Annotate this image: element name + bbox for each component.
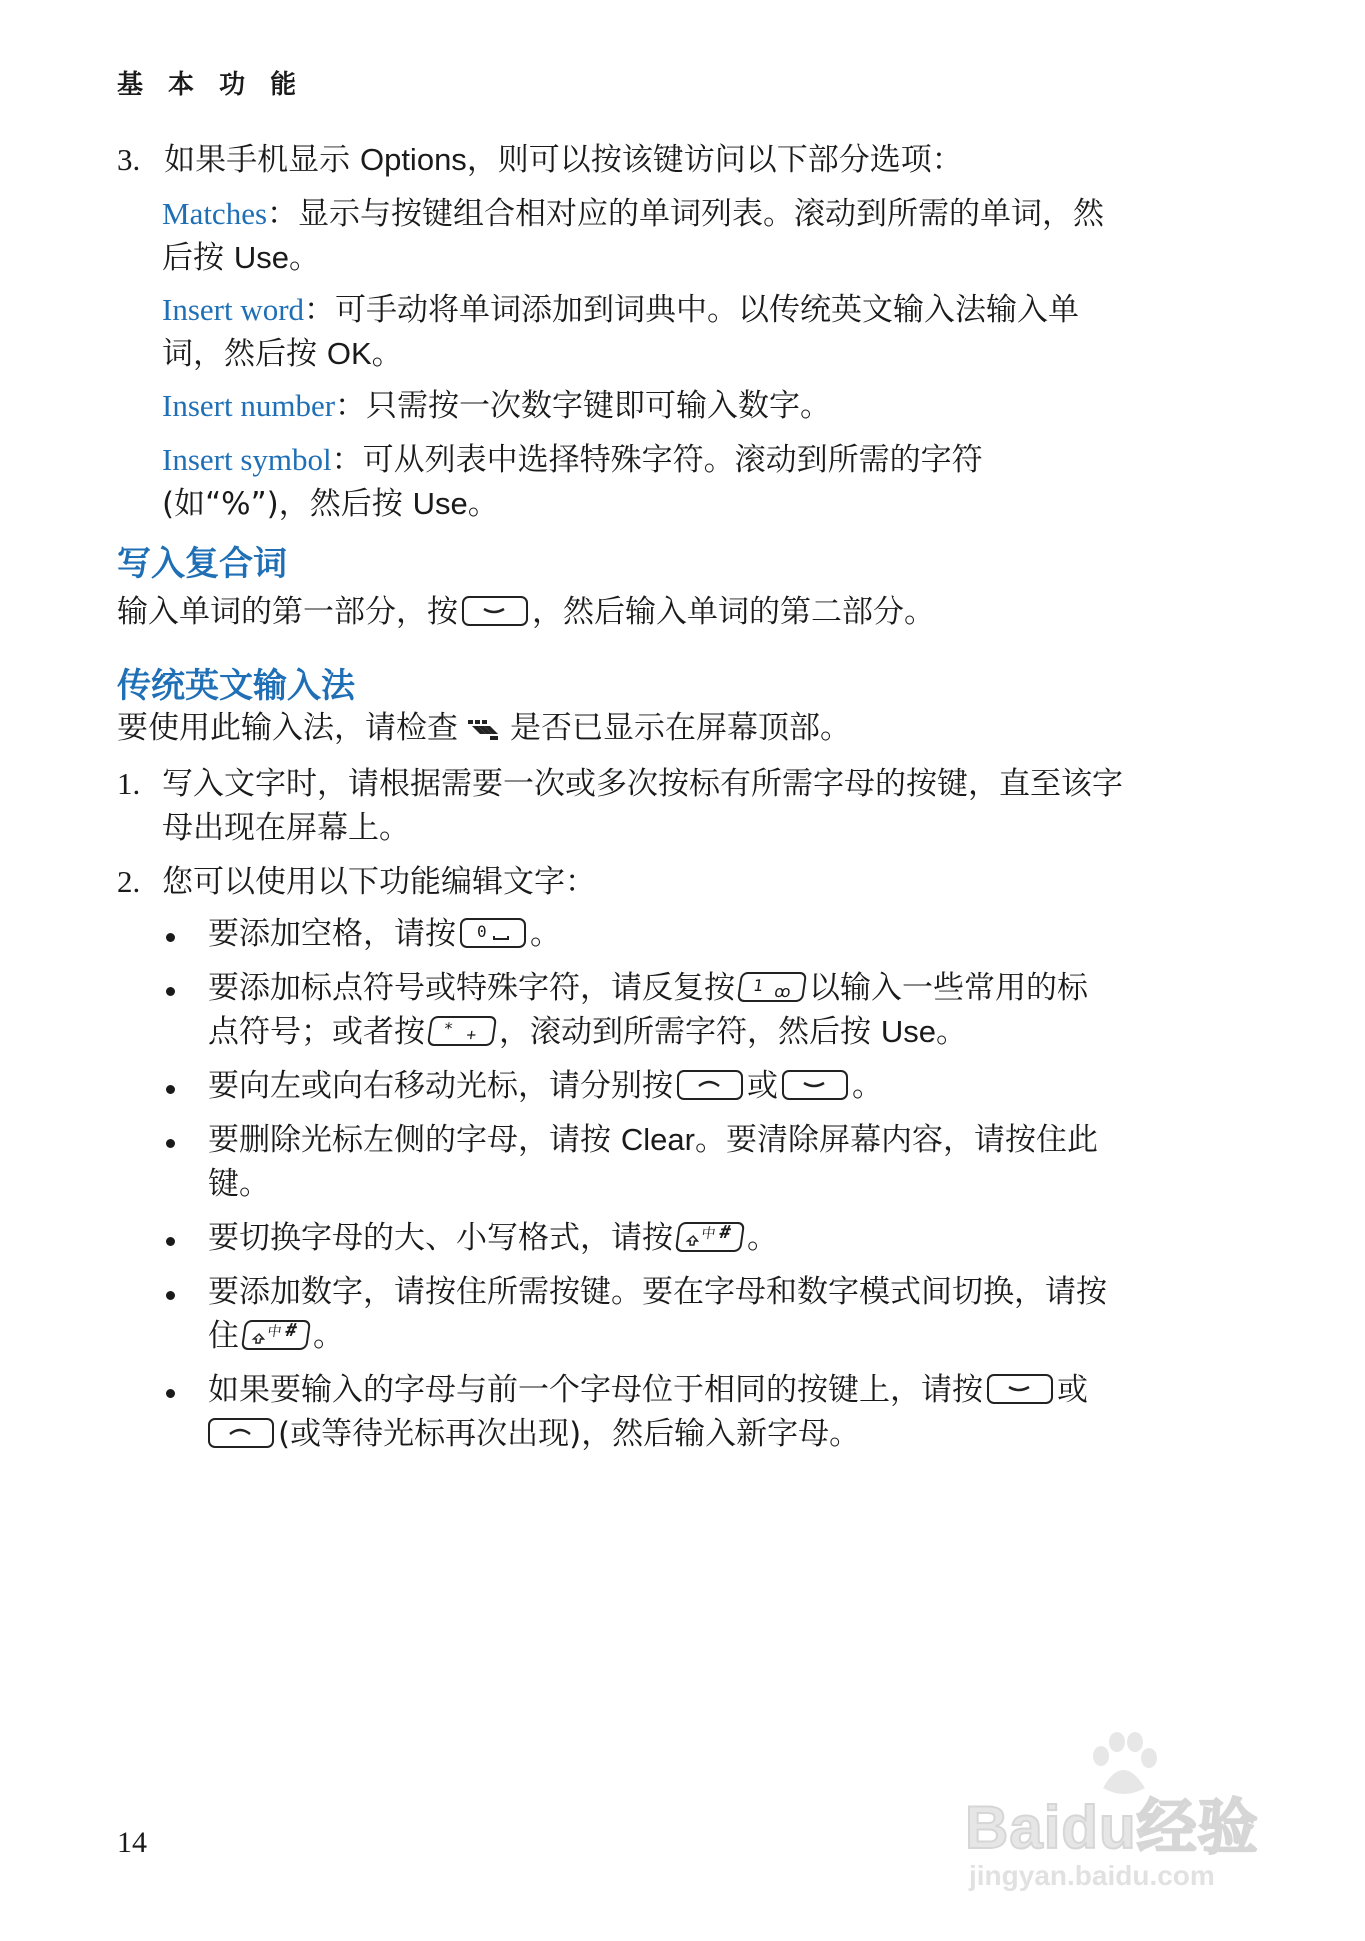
bullet-text: 。 [936, 1014, 967, 1050]
bullet-text: 或 [1057, 1372, 1088, 1408]
option-insert-number [162, 384, 831, 428]
option-desc: ：只需按一次数字键即可输入数字。 [335, 388, 832, 424]
bullet-item-same-key [208, 1368, 1088, 1456]
nav-up-key-icon [208, 1418, 274, 1448]
bullet-text: 如果要输入的字母与前一个字母位于相同的按键上，请按 [208, 1372, 983, 1408]
bullet-key-term: Use [880, 1014, 936, 1049]
bullet-dot [166, 1291, 175, 1300]
key-label: 1 [751, 975, 765, 995]
heading-traditional-input: 传统英文输入法 [117, 666, 355, 706]
bullet-text: 要添加空格，请按 [208, 916, 456, 952]
step3-number: 3. [117, 142, 141, 177]
nav-down-key-icon [462, 596, 528, 626]
step2-text: 您可以使用以下功能编辑文字： [162, 864, 596, 900]
option-desc: 后按 [162, 240, 234, 276]
bullet-item-punctuation [208, 966, 1088, 1054]
option-desc: 词，然后按 [162, 336, 327, 372]
step3-text-before: 如果手机显示 [164, 142, 360, 178]
option-key-term: Use [412, 486, 468, 521]
key-label: + [465, 1024, 478, 1044]
key-label: ꝏ [773, 981, 792, 1001]
option-key-term: Use [233, 240, 289, 275]
step3-line [117, 138, 963, 182]
step1-number: 1. [117, 766, 141, 801]
bullet-dot [166, 1085, 175, 1094]
key-label: # [718, 1221, 732, 1243]
traditional-intro-b: 是否已显示在屏幕顶部。 [510, 710, 851, 746]
option-term: Matches [162, 196, 268, 231]
option-insert-symbol [162, 438, 983, 526]
zero-space-key-icon [460, 918, 526, 948]
option-desc: 。 [371, 336, 403, 372]
nav-down-key-icon [987, 1374, 1053, 1404]
bullet-text: 以输入一些常用的标 [809, 970, 1088, 1006]
step2-number: 2. [117, 864, 141, 899]
option-matches [162, 192, 1104, 280]
key-label: 0 [477, 921, 487, 941]
watermark-brand: Baidu经验 [965, 1794, 1259, 1861]
hash-key-icon [675, 1222, 745, 1252]
option-desc: 。 [289, 240, 320, 276]
option-desc: ：可从列表中选择特殊字符。滚动到所需的字符 [331, 442, 983, 478]
option-term: Insert symbol [162, 442, 332, 477]
bullet-dot [166, 933, 175, 942]
bullet-dot [166, 1237, 175, 1246]
compound-text-a: 输入单词的第一部分，按 [117, 594, 458, 630]
bullet-text: 住 [208, 1318, 239, 1354]
bullet-text: ，滚动到所需字符，然后按 [499, 1014, 881, 1050]
bullet-text: 。 [530, 916, 561, 952]
bullet-dot [166, 1139, 175, 1148]
key-label: 中 [266, 1323, 283, 1340]
hash-key-icon [241, 1320, 311, 1350]
option-desc: (如“%”)，然后按 [162, 486, 413, 522]
one-voicemail-key-icon [737, 972, 807, 1002]
option-desc: ：显示与按键组合相对应的单词列表。滚动到所需的单词，然 [267, 196, 1105, 232]
bullet-text: 。 [747, 1220, 778, 1256]
heading-compound-words: 写入复合词 [117, 544, 287, 584]
traditional-intro [117, 706, 851, 750]
option-key-term: OK [326, 336, 372, 371]
step1-line1: 写入文字时，请根据需要一次或多次按标有所需字母的按键，直至该字 [162, 766, 1123, 802]
bullet-text: 要删除光标左侧的字母，请按 [208, 1122, 621, 1158]
bullet-dot [166, 987, 175, 996]
nav-down-key-icon [782, 1070, 848, 1100]
key-label: # [284, 1319, 298, 1341]
traditional-intro-a: 要使用此输入法，请检查 [117, 710, 458, 746]
bullet-item-cursor [208, 1064, 883, 1108]
bullet-text: 。 [852, 1068, 883, 1104]
bullet-key-term: Clear [620, 1122, 695, 1157]
bullet-item-clear [208, 1118, 1098, 1206]
abc-mode-indicator-icon [464, 712, 504, 742]
page-number: 14 [117, 1826, 147, 1859]
compound-text [117, 590, 935, 634]
option-desc: ：可手动将单词添加到词典中。以传统英文输入法输入单 [304, 292, 1080, 328]
bullet-text: 或 [747, 1068, 778, 1104]
running-header: 基 本 功 能 [117, 70, 305, 100]
baidu-watermark [965, 1730, 1265, 1900]
watermark-url: jingyan.baidu.com [969, 1860, 1215, 1891]
nav-up-key-icon [677, 1070, 743, 1100]
bullet-item-case [208, 1216, 778, 1260]
bullet-text: 要向左或向右移动光标，请分别按 [208, 1068, 673, 1104]
step3-text-after: ，则可以按该键访问以下部分选项： [466, 142, 963, 178]
bullet-text: 要添加数字，请按住所需按键。要在字母和数字模式间切换，请按 [208, 1274, 1107, 1310]
compound-text-b: ，然后输入单词的第二部分。 [532, 594, 935, 630]
option-desc: 。 [467, 486, 499, 522]
step3-options-term: Options [359, 142, 467, 177]
option-term: Insert word [162, 292, 305, 327]
bullet-text: 键。 [208, 1166, 270, 1202]
step1-line2: 母出现在屏幕上。 [162, 810, 410, 846]
bullet-text: 点符号；或者按 [208, 1014, 425, 1050]
bullet-dot [166, 1389, 175, 1398]
key-label: 中 [700, 1225, 717, 1242]
bullet-text: 要切换字母的大、小写格式，请按 [208, 1220, 673, 1256]
star-key-icon [427, 1016, 497, 1046]
key-label: * [442, 1018, 455, 1038]
bullet-text: 。要清除屏幕内容，请按住此 [694, 1122, 1098, 1158]
bullet-text: 要添加标点符号或特殊字符，请反复按 [208, 970, 735, 1006]
option-term: Insert number [162, 388, 336, 423]
bullet-text: (或等待光标再次出现)，然后输入新字母。 [278, 1416, 861, 1452]
option-insert-word [162, 288, 1079, 376]
bullet-item-space [208, 912, 561, 956]
bullet-item-numbers [208, 1270, 1107, 1358]
bullet-text: 。 [313, 1318, 344, 1354]
